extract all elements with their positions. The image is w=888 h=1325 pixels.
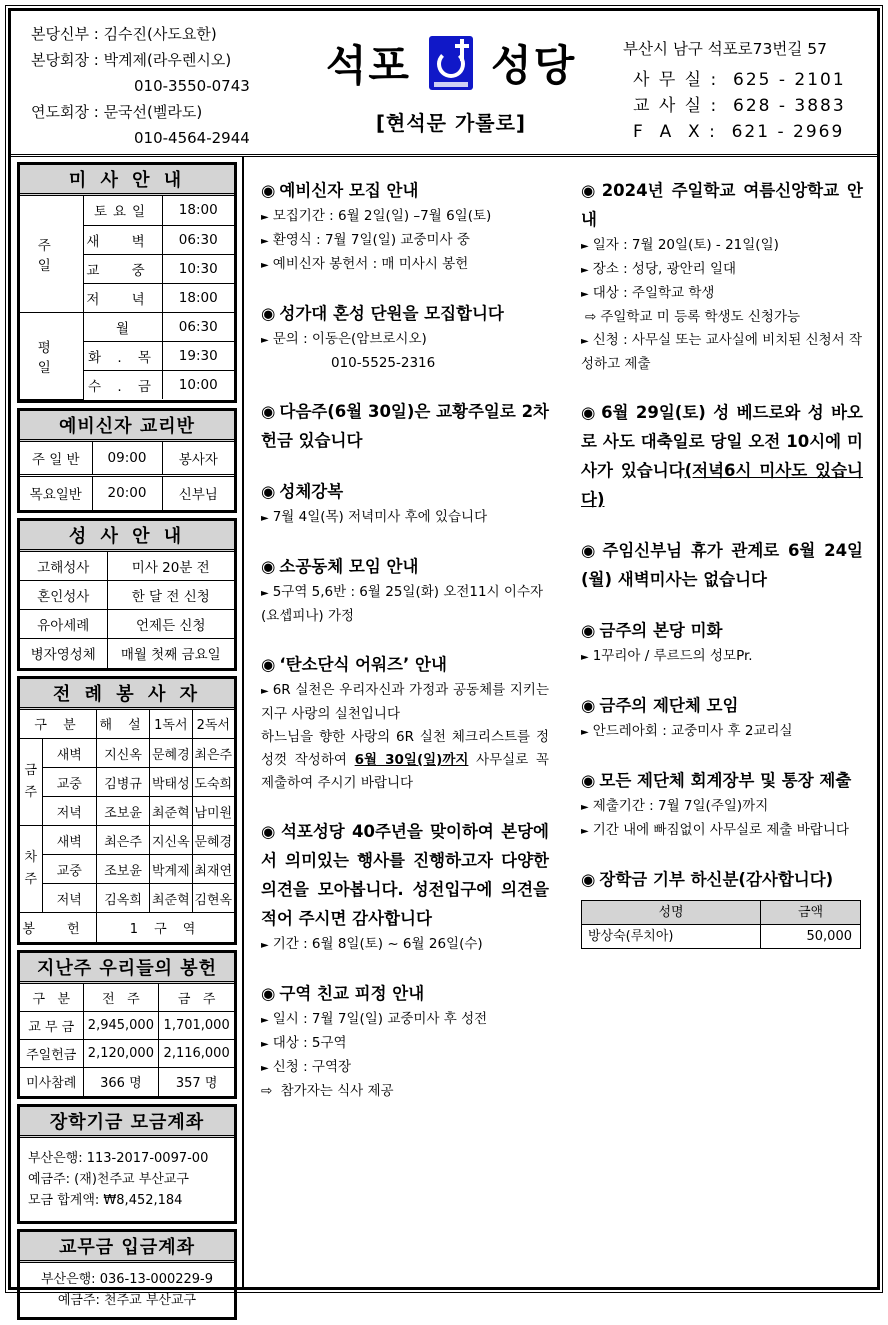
- notice-line: 환영식 : 7월 7일(일) 교중미사 중: [272, 232, 470, 248]
- section-bullet-icon: ◉: [261, 984, 276, 1003]
- class-time: 09:00: [92, 442, 162, 476]
- col-header: 2독서: [192, 710, 234, 739]
- mass-time: 18:00: [162, 196, 234, 225]
- mass-slot: 교중: [42, 855, 97, 884]
- mass-day: 저 녁: [83, 283, 162, 312]
- section-bullet-icon: ◉: [261, 655, 276, 674]
- notice-note: 참가자는 식사 제공: [280, 1083, 394, 1099]
- triangle-bullet-icon: ►: [581, 652, 589, 663]
- next-week-label: 차주: [20, 826, 42, 913]
- mass-schedule-box: [17, 162, 237, 403]
- staff-info: 본당신부 : 김수진(사도요한) 본당회장 : 박계제(라우렌시오) 010-3550-0743 연도회장 : 문국선(벨라도) 010-4564-2944: [31, 21, 250, 151]
- server: 문혜경: [192, 826, 234, 855]
- server: 김현옥: [192, 884, 234, 913]
- server: 최은주: [97, 826, 150, 855]
- notice-ledger-submission: [581, 766, 863, 843]
- church-title: [311, 33, 591, 136]
- address: 부산시 남구 석포로73번길 57: [623, 40, 827, 58]
- pastor-name: 김수진(사도요한): [103, 25, 217, 43]
- notice-line: 신청 : 사무실 또는 교사실에 비치된 신청서 작성하고 제출: [581, 332, 863, 372]
- notice-line: 안드레아회 : 교중미사 후 2교리실: [592, 723, 793, 739]
- mass-day: 월: [83, 312, 162, 341]
- triangle-bullet-icon: ►: [581, 802, 589, 813]
- server: 최준혁: [150, 884, 192, 913]
- notice-title: 예비신자 모집 안내: [279, 181, 419, 200]
- server: 조보윤: [97, 797, 150, 826]
- mass-time: 19:30: [162, 341, 234, 370]
- class-teacher: 신부님: [162, 476, 234, 510]
- col-header: 금액: [761, 901, 861, 925]
- notice-summer-school: [581, 176, 863, 376]
- arrow-right-icon: ⇨: [261, 1083, 273, 1099]
- notice-papal-sunday: [261, 397, 549, 455]
- sacrament-info: 매월 첫째 금요일: [107, 639, 234, 668]
- title-right: 성당: [491, 41, 577, 90]
- this-week-label: 금주: [20, 739, 42, 826]
- last-week-value: 366 명: [83, 1068, 159, 1096]
- scholarship-holder: 예금주: (재)천주교 부산교구: [28, 1171, 189, 1187]
- col-header: 금 주: [159, 984, 234, 1012]
- left-column: [17, 162, 237, 1325]
- mass-day: 수 . 금: [83, 370, 162, 399]
- triangle-bullet-icon: ►: [261, 236, 269, 247]
- offerings-title: 지난주 우리들의 봉헌: [20, 953, 234, 984]
- office-phone: 사 무 실 : 625 - 2101: [633, 70, 846, 90]
- triangle-bullet-icon: ►: [581, 241, 589, 252]
- section-bullet-icon: ◉: [261, 304, 276, 323]
- notice-district-retreat: [261, 979, 549, 1103]
- notice-line: 7월 4일(목) 저녁미사 후에 있습니다: [272, 509, 488, 525]
- section-bullet-icon: ◉: [261, 822, 277, 841]
- bulletin-frame: [8, 8, 880, 1308]
- notice-title: 성체강복: [279, 482, 344, 501]
- scholarship-title: 장학기금 모금계좌: [20, 1107, 234, 1138]
- server: 최준혁: [150, 797, 192, 826]
- notice-line: 5구역 5,6반 : 6월 25일(화) 오전11시 이수자(요셉피나) 가정: [261, 584, 544, 624]
- mass-time: 10:00: [162, 370, 234, 399]
- triangle-bullet-icon: ►: [581, 826, 589, 837]
- triangle-bullet-icon: ►: [581, 336, 589, 347]
- triangle-bullet-icon: ►: [261, 1039, 269, 1050]
- server: 도숙희: [192, 768, 234, 797]
- triangle-bullet-icon: ►: [261, 686, 269, 697]
- triangle-bullet-icon: ►: [261, 1015, 269, 1026]
- notice-note: 주일학교 미 등록 학생도 신청가능: [600, 309, 801, 325]
- notice-carbon-fast: [261, 650, 549, 795]
- arrow-right-icon: ⇨: [585, 309, 597, 325]
- triangle-bullet-icon: ►: [261, 335, 269, 346]
- deadline-highlight: 6월 30일(일)까지: [354, 752, 469, 768]
- triangle-bullet-icon: ►: [261, 260, 269, 271]
- catechumen-title: 예비신자 교리반: [20, 411, 234, 442]
- notice-choir-recruit: [261, 299, 549, 375]
- notice-body: 6R 실천은 우리자신과 가정과 공동체를 지키는 지구 사랑의 실천입니다: [261, 682, 549, 722]
- notice-scholarship-donors: [581, 865, 863, 949]
- notice-body: 사무실로 꼭 제출하여 주시기 바랍니다: [261, 752, 549, 791]
- notice-title: 2024년 주일학교 여름신앙학교 안내: [581, 181, 863, 229]
- section-bullet-icon: ◉: [581, 771, 596, 790]
- server: 박계제: [150, 855, 192, 884]
- liturgy-title: 전 례 봉 사 자: [20, 679, 234, 710]
- catechumen-box: [17, 408, 237, 513]
- notice-line: 1꾸리아 / 루르드의 성모Pr.: [592, 648, 753, 664]
- col-header: 1독서: [150, 710, 192, 739]
- notice-line: 대상 : 5구역: [272, 1035, 347, 1051]
- notice-title: 금주의 본당 미화: [599, 621, 723, 640]
- scholarship-account-box: [17, 1104, 237, 1224]
- notice-catechumen-recruit: [261, 176, 549, 277]
- contact-info: [623, 37, 846, 145]
- notice-body: 하느님을 향한 사랑의 6R 실천 체크리스트를 정성껏 작성하여: [261, 729, 549, 768]
- header: [11, 11, 877, 157]
- notice-pastor-vacation: [581, 536, 863, 594]
- notice-group-meetings: [581, 691, 863, 744]
- this-week-value: 2,116,000: [159, 1040, 234, 1068]
- triangle-bullet-icon: ►: [581, 727, 589, 738]
- notice-title: 소공동체 모임 안내: [279, 557, 419, 576]
- mass-time: 10:30: [162, 254, 234, 283]
- mass-slot: 저녁: [42, 797, 97, 826]
- server: 조보윤: [97, 855, 150, 884]
- pastor-label: 본당신부: [31, 25, 89, 43]
- sacrament-name: 유아세례: [20, 610, 107, 639]
- offering-label: 봉 헌: [20, 913, 97, 942]
- offerings-table: [20, 984, 234, 1096]
- this-week-value: 1,701,000: [159, 1012, 234, 1040]
- notice-title: 금주의 제단체 모임: [599, 696, 739, 715]
- class-teacher: 봉사자: [162, 442, 234, 476]
- mass-time: 18:00: [162, 283, 234, 312]
- council-phone: 010-3550-0743: [134, 77, 250, 95]
- title-left: 석포: [325, 41, 411, 90]
- notice-sts-peter-paul: [581, 398, 863, 514]
- mass-table: [20, 196, 234, 400]
- sacrament-info: 한 달 전 신청: [107, 581, 234, 610]
- section-bullet-icon: ◉: [581, 181, 598, 200]
- notice-title: 주임신부님 휴가 관계로 6월 24일(월) 새벽미사는 없습니다: [581, 541, 863, 589]
- triangle-bullet-icon: ►: [261, 212, 269, 223]
- assoc-phone: 010-4564-2944: [134, 129, 250, 147]
- mass-title: 미 사 안 내: [20, 165, 234, 196]
- assoc-label: 연도회장: [31, 103, 89, 121]
- col-header: 해 설: [97, 710, 150, 739]
- scholarship-total: 모금 합계액: ₩8,452,184: [28, 1192, 183, 1208]
- sunday-label: 주 일: [20, 196, 83, 312]
- sacraments-table: [20, 552, 234, 668]
- catechumen-table: [20, 442, 234, 510]
- triangle-bullet-icon: ►: [261, 940, 269, 951]
- notice-title: 모든 제단체 회계장부 및 통장 제출: [599, 771, 852, 790]
- notice-title: 다음주(6월 30일)은 교황주일로 2차 헌금 있습니다: [261, 402, 549, 450]
- mass-day: 교 중: [83, 254, 162, 283]
- sacrament-name: 고해성사: [20, 552, 107, 581]
- row-label: 미사참례: [20, 1068, 83, 1096]
- notice-line: 기간 : 6월 8일(토) ~ 6월 26일(수): [272, 936, 483, 952]
- mass-day: 새 벽: [83, 225, 162, 254]
- col-header: 전 주: [83, 984, 159, 1012]
- server: 문혜경: [150, 739, 192, 768]
- sacrament-name: 병자영성체: [20, 639, 107, 668]
- mass-day: 화 . 목: [83, 341, 162, 370]
- notice-40th-anniversary: [261, 817, 549, 957]
- section-bullet-icon: ◉: [261, 557, 276, 576]
- notice-church-cleaning: [581, 616, 863, 669]
- notice-title: 구역 친교 피정 안내: [279, 984, 425, 1003]
- mass-slot: 새벽: [42, 739, 97, 768]
- teachers-phone: 교 사 실 : 628 - 3883: [633, 96, 846, 116]
- mass-time: 06:30: [162, 312, 234, 341]
- patron-subtitle: [현석문 가롤로]: [375, 111, 527, 135]
- offering-value: 1 구 역: [97, 913, 234, 942]
- middle-column: [261, 162, 549, 1125]
- church-logo-icon: [429, 36, 473, 90]
- notice-small-community: [261, 552, 549, 628]
- last-week-value: 2,945,000: [83, 1012, 159, 1040]
- notice-line: 장소 : 성당, 광안리 일대: [592, 261, 737, 277]
- last-week-value: 2,120,000: [83, 1040, 159, 1068]
- class-name: 목요일반: [20, 476, 92, 510]
- liturgy-table: [20, 710, 234, 942]
- col-header: 구 분: [20, 984, 83, 1012]
- notice-title: ‘탄소단식 어워즈’ 안내: [279, 655, 447, 674]
- class-name: 주 일 반: [20, 442, 92, 476]
- scholarship-bank: 부산은행: 113-2017-0097-00: [28, 1150, 209, 1166]
- offerings-box: [17, 950, 237, 1099]
- server: 김옥희: [97, 884, 150, 913]
- notice-line: 신청 : 구역장: [272, 1059, 352, 1075]
- weekday-label: 평 일: [20, 312, 83, 399]
- notice-line: 문의 : 이동은(암브로시오): [272, 331, 427, 347]
- triangle-bullet-icon: ►: [261, 588, 269, 599]
- notice-title: 6월 29일(토) 성 베드로와 성 바오로 사도 대축일로 당일 오전 10시에 미사가 있습니다: [581, 403, 863, 480]
- sacrament-info: 미사 20분 전: [107, 552, 234, 581]
- triangle-bullet-icon: ►: [261, 513, 269, 524]
- donor-name: 방상숙(루치아): [582, 925, 761, 949]
- right-column: [581, 162, 863, 971]
- triangle-bullet-icon: ►: [581, 289, 589, 300]
- col-header: 구 분: [20, 710, 97, 739]
- dues-title: 교무금 입금계좌: [20, 1232, 234, 1263]
- notice-line: 기간 내에 빠짐없이 사무실로 제출 바랍니다: [592, 822, 849, 838]
- server: 박태성: [150, 768, 192, 797]
- notice-line: 일시 : 7월 7일(일) 교중미사 후 성전: [272, 1011, 488, 1027]
- dues-account-box: [17, 1229, 237, 1320]
- section-bullet-icon: ◉: [261, 482, 276, 501]
- evening-mass-note: (저녁6시 미사도 있습니다): [581, 461, 863, 509]
- dues-bank: 부산은행: 036-13-000229-9: [40, 1271, 214, 1287]
- server: 김병규: [97, 768, 150, 797]
- section-bullet-icon: ◉: [581, 541, 599, 560]
- row-label: 주일헌금: [20, 1040, 83, 1068]
- mass-time: 06:30: [162, 225, 234, 254]
- triangle-bullet-icon: ►: [261, 1063, 269, 1074]
- section-bullet-icon: ◉: [581, 621, 596, 640]
- mass-day: 토요일: [83, 196, 162, 225]
- triangle-bullet-icon: ►: [581, 265, 589, 276]
- mass-slot: 새벽: [42, 826, 97, 855]
- section-bullet-icon: ◉: [261, 181, 276, 200]
- this-week-value: 357 명: [159, 1068, 234, 1096]
- fax-number: F A X : 621 - 2969: [633, 122, 845, 142]
- server: 남미원: [192, 797, 234, 826]
- server: 최은주: [192, 739, 234, 768]
- server: 지신옥: [150, 826, 192, 855]
- notice-benediction: [261, 477, 549, 530]
- donor-amount: 50,000: [761, 925, 861, 949]
- council-label: 본당회장: [31, 51, 89, 69]
- col-header: 성명: [582, 901, 761, 925]
- liturgy-servers-box: [17, 676, 237, 945]
- server: 최재연: [192, 855, 234, 884]
- section-bullet-icon: ◉: [261, 402, 276, 421]
- notice-line: 일자 : 7월 20일(토) - 21일(일): [592, 237, 779, 253]
- column-divider: [242, 157, 244, 1287]
- sacrament-name: 혼인성사: [20, 581, 107, 610]
- council-name: 박계제(라우렌시오): [103, 51, 232, 69]
- notice-line: 모집기간 : 6월 2일(일) –7월 6일(토): [272, 208, 492, 224]
- donor-table: [581, 900, 861, 949]
- sacrament-info: 언제든 신청: [107, 610, 234, 639]
- server: 지신옥: [97, 739, 150, 768]
- sacraments-box: [17, 518, 237, 671]
- mass-slot: 저녁: [42, 884, 97, 913]
- notice-title: 성가대 혼성 단원을 모집합니다: [279, 304, 504, 323]
- class-time: 20:00: [92, 476, 162, 510]
- section-bullet-icon: ◉: [581, 870, 596, 889]
- notice-line: 제출기간 : 7월 7일(주일)까지: [592, 798, 769, 814]
- section-bullet-icon: ◉: [581, 696, 596, 715]
- notice-title: 장학금 기부 하신분(감사합니다): [599, 870, 834, 889]
- contact-phone: 010-5525-2316: [331, 355, 436, 371]
- notice-line: 예비신자 봉헌서 : 매 미사시 봉헌: [272, 256, 469, 272]
- notice-line: 대상 : 주일학교 학생: [592, 285, 715, 301]
- assoc-name: 문국선(벨라도): [103, 103, 203, 121]
- section-bullet-icon: ◉: [581, 403, 598, 422]
- mass-slot: 교중: [42, 768, 97, 797]
- row-label: 교 무 금: [20, 1012, 83, 1040]
- notice-title: 석포성당 40주년을 맞이하여 본당에서 의미있는 행사를 진행하고자 다양한 의견을 모아봅니다. 성전입구에 의견을 적어 주시면 감사합니다: [261, 822, 549, 928]
- sacraments-title: 성 사 안 내: [20, 521, 234, 552]
- dues-holder: 예금주: 천주교 부산교구: [57, 1292, 197, 1308]
